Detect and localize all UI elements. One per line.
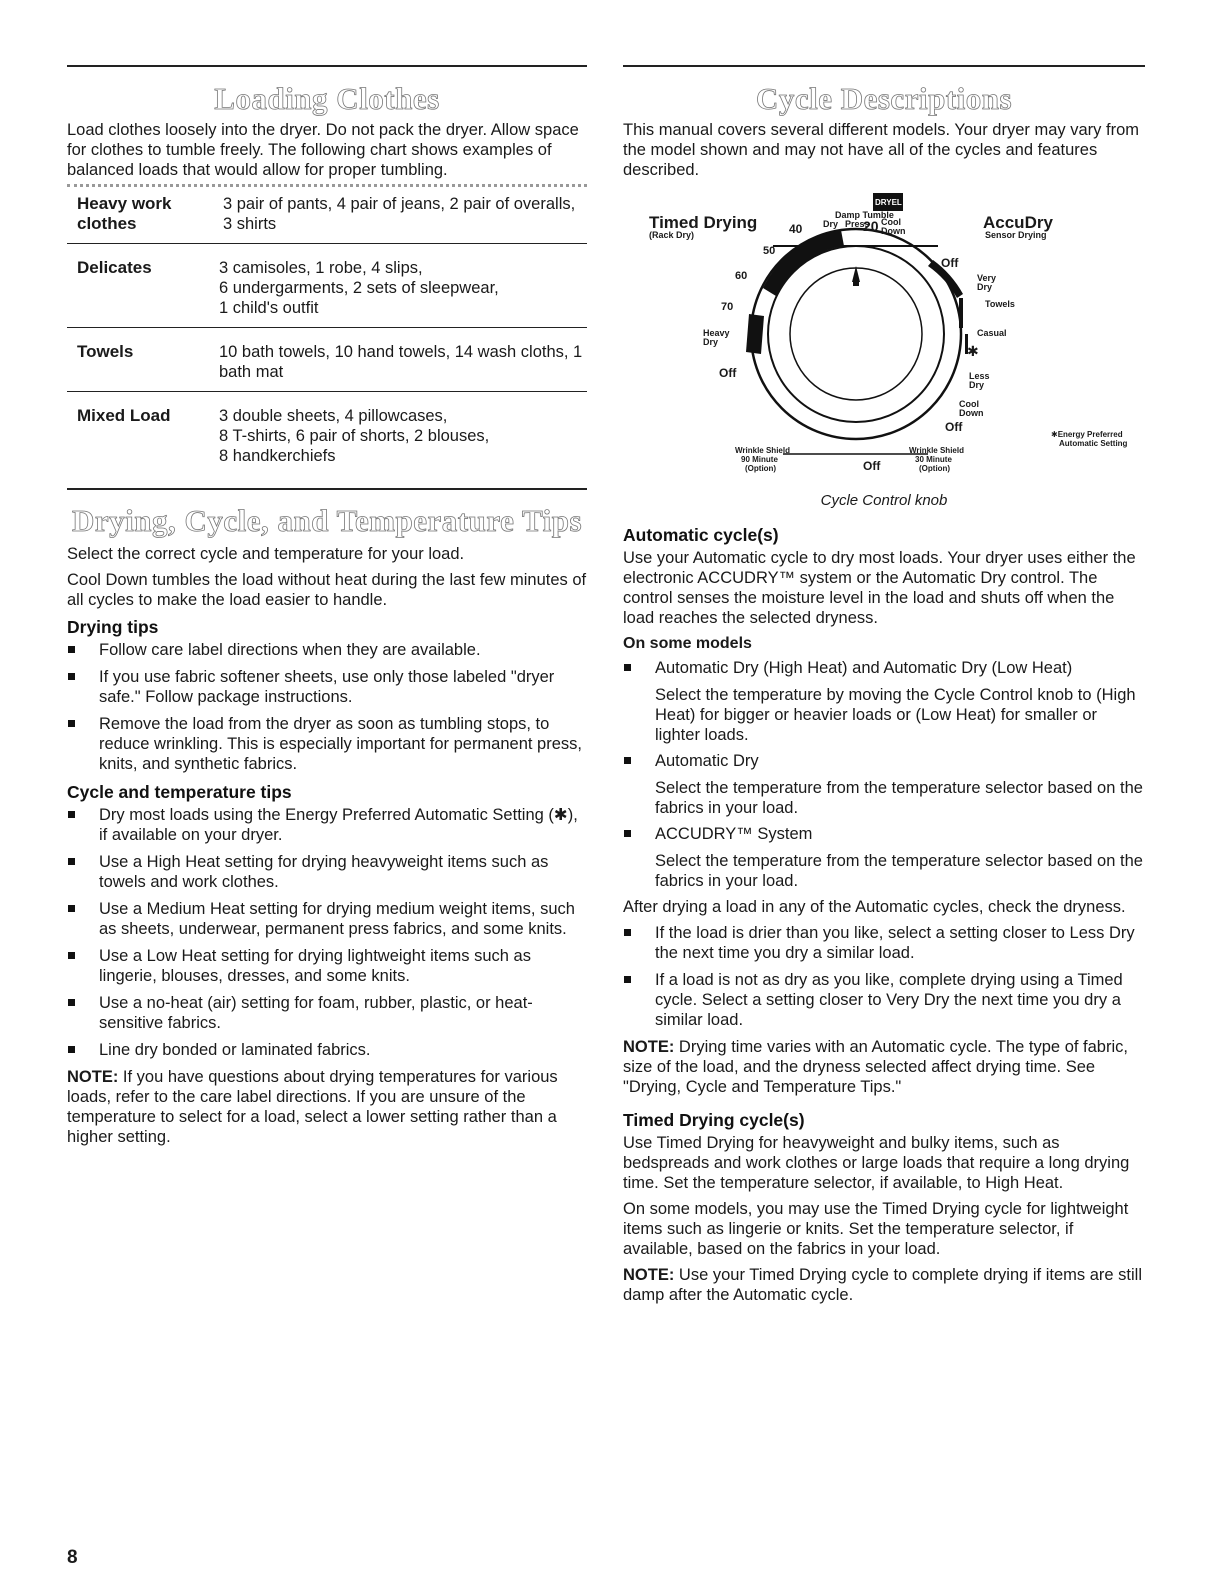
list-item — [623, 824, 1145, 844]
right-column — [623, 0, 1145, 1311]
list-item: Use a Low Heat setting for drying lightweight items such as lingerie, blouses, dresses, and some knits. — [67, 946, 587, 986]
less-dry-label: Less Dry — [969, 371, 990, 390]
accudry-label: AccuDry — [983, 213, 1053, 232]
timed-drying-text-2: On some models, you may use the Timed Drying cycle for lightweight items such as lingerie or knits. Set the temperature selector, if available, based on the fabrics in your load. — [623, 1200, 1129, 1258]
after-drying-text: After drying a load in any of the Automatic cycles, check the dryness. — [623, 898, 1126, 916]
load-name: Heavy work clothes — [77, 194, 172, 233]
models-list — [623, 824, 1145, 844]
energy-preferred-label: ✱Energy Preferred — [1051, 430, 1123, 439]
left-column — [67, 0, 587, 1153]
wrinkle-shield-30-duration: 30 Minute — [915, 455, 952, 464]
model-description: Select the temperature from the temperature selector based on the fabrics in your load. — [655, 852, 1143, 890]
table-row — [67, 328, 587, 392]
drying-tips-heading: Drying tips — [67, 617, 159, 637]
load-name: Mixed Load — [77, 406, 171, 425]
models-list — [623, 658, 1145, 678]
off-right-label: Off — [945, 420, 963, 434]
off-left-label: Off — [719, 366, 737, 380]
timed-drying-label: Timed Drying — [649, 213, 758, 232]
dotted-divider — [67, 184, 587, 187]
wrinkle-shield-90-duration: 90 Minute — [741, 455, 778, 464]
loading-clothes-title: Loading Clothes — [214, 81, 440, 116]
some-models-heading: On some models — [623, 635, 752, 652]
heavy-dry-label: Heavy Dry — [703, 328, 730, 347]
list-item: Remove the load from the dryer as soon as tumbling stops, to reduce wrinkling. This is especially important for permanent press, knits, and synthetic fabrics. — [67, 714, 587, 774]
list-item: Use a no-heat (air) setting for foam, rubber, plastic, or heat-sensitive fabrics. — [67, 993, 587, 1033]
load-desc: 3 pair of pants, 4 pair of jeans, 2 pair of overalls, 3 shirts — [223, 195, 576, 233]
note-text: Use your Timed Drying cycle to complete drying if items are still damp after the Automatic cycle. — [623, 1266, 1142, 1304]
towels-label: Towels — [985, 299, 1015, 309]
cycle-control-knob — [623, 186, 1145, 516]
load-desc: 10 bath towels, 10 hand towels, 14 wash cloths, 1 bath mat — [219, 343, 583, 381]
list-item: Dry most loads using the Energy Preferred Automatic Setting (✱), if available on your dryer. — [67, 805, 587, 845]
list-item: Line dry bonded or laminated fabrics. — [67, 1040, 587, 1060]
dry-label: Dry — [823, 219, 839, 229]
very-dry-label: Very Dry — [977, 273, 997, 292]
cycle-descriptions-title: Cycle Descriptions — [755, 81, 1013, 116]
knob-caption: Cycle Control knob — [820, 492, 948, 509]
badge-label: DRYEL — [875, 198, 902, 207]
table-row — [67, 190, 587, 244]
automatic-cycles-text: Use your Automatic cycle to dry most loads. Your dryer uses either the electronic ACCUDRY™ system or the Automatic Dry control. The control senses the moisture level in the load and shuts off when the load reaches the selected dryness. — [623, 549, 1136, 627]
press-label: Press — [845, 219, 870, 229]
models-list — [623, 751, 1145, 771]
automatic-note — [623, 1037, 1145, 1097]
rack-dry-label: (Rack Dry) — [649, 230, 695, 240]
cool-down-top-label: Cool Down — [881, 217, 906, 236]
list-item — [623, 751, 1145, 771]
wrinkle-shield-90-label: Wrinkle Shield — [735, 446, 790, 455]
timed-drying-heading: Timed Drying cycle(s) — [623, 1110, 805, 1130]
model-item: Automatic Dry — [655, 752, 759, 770]
model-description: Select the temperature by moving the Cycle Control knob to (High Heat) for bigger or heavier loads or (Low Heat) for smaller or lighter loads. — [655, 686, 1136, 744]
off-bottom-label: Off — [863, 459, 881, 473]
list-item: If a load is not as dry as you like, complete drying using a Timed cycle. Select a setting closer to Very Dry the next time you dry a similar load. — [623, 970, 1145, 1030]
note-label: NOTE: — [623, 1038, 675, 1056]
timer-40-label: 40 — [789, 222, 803, 236]
list-item: Follow care label directions when they are available. — [67, 640, 587, 660]
timer-50-label: 50 — [763, 245, 776, 257]
note-text: Drying time varies with an Automatic cycle. The type of fabric, size of the load, and the dryness selected affect drying time. See "Drying, Cycle and Temperature Tips." — [623, 1038, 1128, 1096]
table-row — [67, 392, 587, 490]
automatic-cycles-heading: Automatic cycle(s) — [623, 525, 779, 545]
automatic-setting-label: Automatic Setting — [1059, 439, 1128, 448]
wrinkle-shield-30-label: Wrinkle Shield — [909, 446, 964, 455]
wrinkle-shield-90-option: (Option) — [745, 464, 777, 473]
load-table — [67, 190, 587, 490]
timer-60-label: 60 — [735, 270, 748, 282]
wrinkle-shield-30-option: (Option) — [919, 464, 951, 473]
tips-intro: Select the correct cycle and temperature for your load. — [67, 545, 465, 563]
timed-drying-text: Use Timed Drying for heavyweight and bulky items, such as bedspreads and work clothes or large loads that require a long drying time. Set the temperature selector, if available, to High Heat. — [623, 1134, 1130, 1192]
timer-20-label: 20 — [863, 218, 879, 234]
timed-note — [623, 1265, 1145, 1305]
list-item — [623, 658, 1145, 678]
model-description: Select the temperature from the temperature selector based on the fabrics in your load. — [655, 779, 1143, 817]
off-top-label: Off — [941, 256, 959, 270]
cycle-tips-list — [67, 805, 587, 1060]
star-symbol: ✱ — [967, 343, 979, 359]
timer-70-label: 70 — [721, 301, 734, 313]
note-label: NOTE: — [623, 1266, 675, 1284]
dryness-list — [623, 923, 1145, 1030]
list-item: If the load is drier than you like, select a setting closer to Less Dry the next time you dry a similar load. — [623, 923, 1145, 963]
cycle-tips-heading: Cycle and temperature tips — [67, 782, 292, 802]
cool-down-right-label: Cool Down — [959, 399, 984, 418]
note-text: If you have questions about drying temperatures for various loads, refer to the care label directions. If you are unsure of the temperature to select for a load, select a lower setting rather than a higher setting. — [67, 1068, 558, 1146]
load-name: Delicates — [77, 258, 152, 277]
model-item: ACCUDRY™ System — [655, 825, 813, 843]
damp-tumble-label: Damp Tumble — [835, 210, 894, 220]
list-item: Use a High Heat setting for drying heavyweight items such as towels and work clothes. — [67, 852, 587, 892]
tips-note — [67, 1067, 587, 1147]
note-label: NOTE: — [67, 1068, 119, 1086]
list-item: If you use fabric softener sheets, use only those labeled "dryer safe." Follow package instructions. — [67, 667, 587, 707]
cycles-intro: This manual covers several different models. Your dryer may vary from the model shown and may not have all of the cycles and features described. — [623, 121, 1139, 179]
loading-intro: Load clothes loosely into the dryer. Do not pack the dryer. Allow space for clothes to tumble freely. The following chart shows examples of balanced loads that would allow for proper tumbling. — [67, 121, 579, 179]
cool-down-text: Cool Down tumbles the load without heat during the last few minutes of all cycles to make the load easier to handle. — [67, 571, 587, 609]
load-name: Towels — [77, 342, 134, 361]
load-desc: 3 double sheets, 4 pillowcases, 8 T-shirts, 6 pair of shorts, 2 blouses, 8 handkerchiefs — [219, 407, 490, 465]
section-rule — [623, 65, 1145, 67]
load-desc: 3 camisoles, 1 robe, 4 slips, 6 undergarments, 2 sets of sleepwear, 1 child's outfit — [219, 259, 499, 317]
section-rule — [67, 65, 587, 67]
drying-tips-title: Drying, Cycle, and Temperature Tips — [71, 503, 583, 538]
casual-label: Casual — [977, 328, 1007, 338]
drying-tips-list — [67, 640, 587, 774]
model-item: Automatic Dry (High Heat) and Automatic Dry (Low Heat) — [655, 659, 1073, 677]
list-item: Use a Medium Heat setting for drying medium weight items, such as sheets, underwear, permanent press fabrics, and some knits. — [67, 899, 587, 939]
page-number: 8 — [67, 1547, 78, 1568]
sensor-drying-label: Sensor Drying — [985, 230, 1047, 240]
table-row — [67, 244, 587, 328]
